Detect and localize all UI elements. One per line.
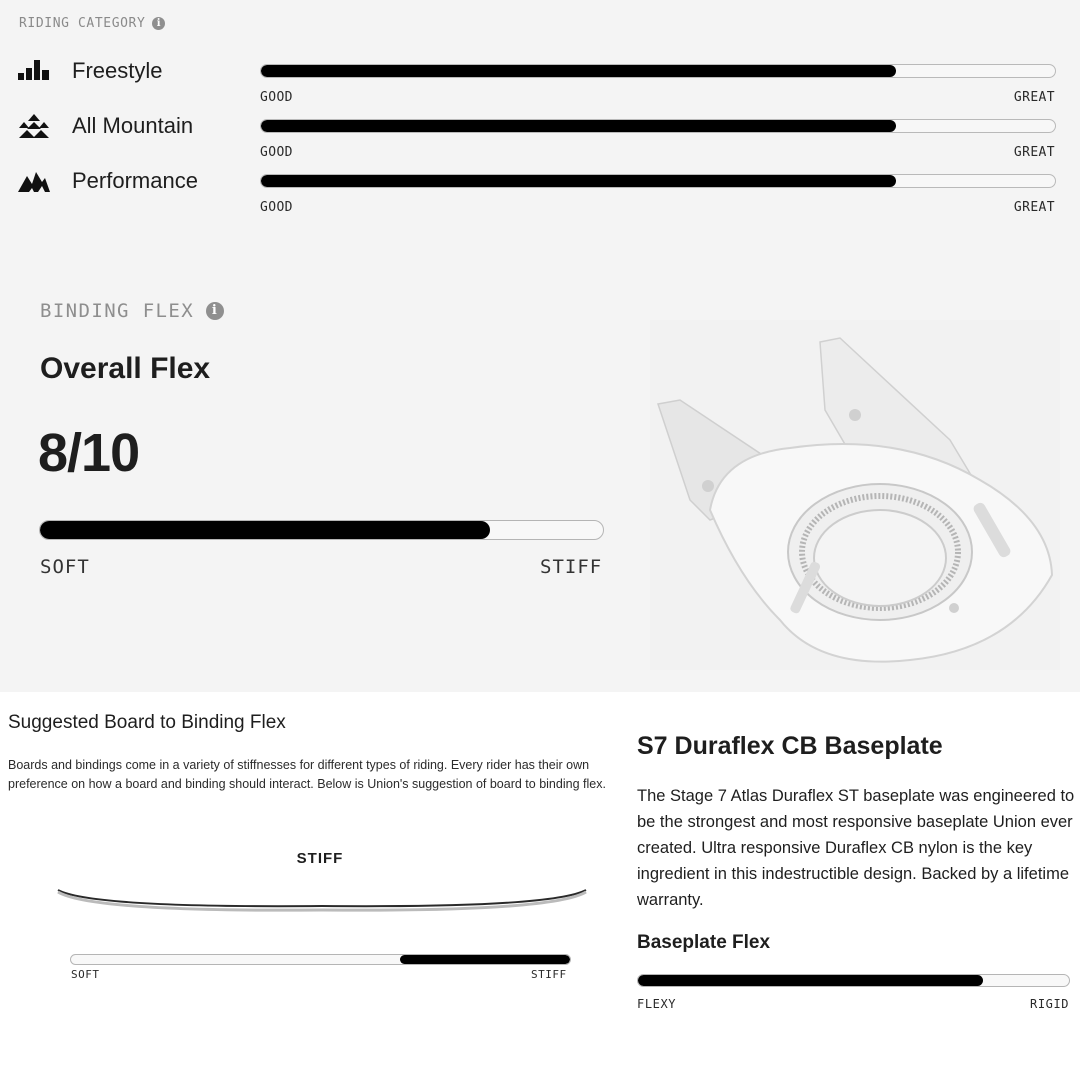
performance-mountain-icon [18,168,50,194]
riding-rating-track [260,64,1056,78]
riding-rating-fill [261,120,896,132]
suggested-stiff-label: STIFF [531,968,567,981]
overall-flex-value: 8/10 [38,423,140,483]
riding-category-section [0,0,1080,260]
riding-row-all-mountain [0,113,1080,168]
rating-low-label: GOOD [260,90,293,105]
riding-rating-fill [261,65,896,77]
info-icon[interactable]: i [206,302,224,320]
riding-rating-track [260,174,1056,188]
all-mountain-icon [18,113,50,139]
flex-stiff-label: STIFF [540,556,603,578]
suggested-flex-description: Boards and bindings come in a variety of stiffnesses for different types of riding. Every rider has their own preference on how a board and binding should interact. Below is Union's suggestion of board to binding flex. [8,758,606,791]
suggested-flex-range-fill [400,955,570,964]
snowboard-profile-image [52,882,592,922]
baseplate-title: S7 Duraflex CB Baseplate [637,732,943,760]
binding-flex-heading-text: BINDING FLEX [40,300,195,322]
flex-soft-label: SOFT [40,556,90,578]
baseplate-rigid-label: RIGID [1030,997,1070,1011]
riding-row-label: All Mountain [72,113,194,138]
binding-flex-section [0,260,1080,692]
riding-rating-fill [261,175,896,187]
riding-row-label: Freestyle [72,58,163,83]
riding-row-label: Performance [72,168,198,193]
freestyle-bars-icon [18,58,50,84]
suggested-flex-title: Suggested Board to Binding Flex [8,712,286,733]
rating-high-label: GREAT [1013,90,1055,105]
suggested-flex-section [0,692,630,1080]
rating-high-label: GREAT [1013,200,1055,215]
baseplate-flexy-label: FLEXY [637,997,677,1011]
baseplate-image [650,320,1060,670]
rating-high-label: GREAT [1013,145,1055,160]
overall-flex-fill [40,521,490,539]
baseplate-flex-track [637,974,1070,987]
overall-flex-track [39,520,604,540]
baseplate-flex-fill [638,975,983,986]
rating-low-label: GOOD [260,200,293,215]
riding-category-heading [19,16,165,31]
suggested-flex-track [70,954,571,965]
baseplate-description: The Stage 7 Atlas Duraflex ST baseplate was engineered to be the strongest and most responsive baseplate Union ever created. Ultra responsive Duraflex CB nylon is the key ingredient in this indestructible design. Backed by a lifetime warranty. [637,787,1075,909]
baseplate-flex-title: Baseplate Flex [637,932,771,953]
riding-row-freestyle [0,58,1080,113]
baseplate-section [630,692,1080,1080]
info-icon[interactable]: i [152,17,165,30]
board-stiffness-label: STIFF [296,850,344,867]
riding-category-heading-text: RIDING CATEGORY [19,16,146,31]
suggested-soft-label: SOFT [71,968,100,981]
overall-flex-title: Overall Flex [40,352,211,385]
binding-flex-heading [40,300,224,322]
rating-low-label: GOOD [260,145,293,160]
riding-rating-track [260,119,1056,133]
riding-row-performance [0,168,1080,223]
